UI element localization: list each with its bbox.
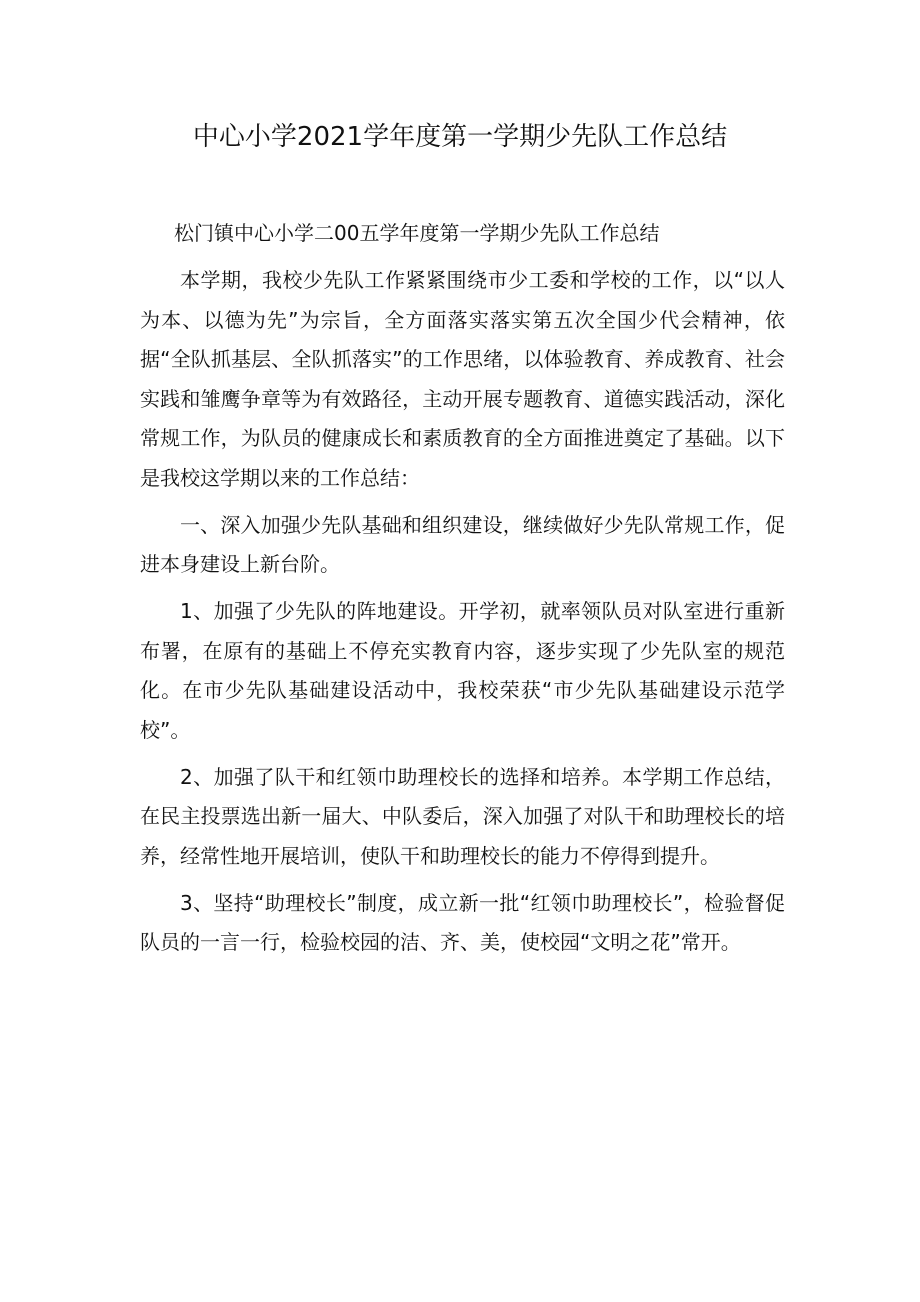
paragraph-section-1-heading: 一、深入加强少先队基础和组织建设，继续做好少先队常规工作，促进本身建设上新台阶。 bbox=[140, 512, 785, 576]
paragraph-item-1: 1、加强了少先队的阵地建设。开学初，就率领队员对队室进行重新布署，在原有的基础上不停充实教育内容，逐步实现了少先队室的规范化。在市少先队基础建设活动中，我校荣获“市少先队基础建设示范学校”。 bbox=[140, 599, 785, 742]
document-body bbox=[140, 214, 785, 970]
document-title: 中心小学2021学年度第一学期少先队工作总结 bbox=[192, 122, 728, 152]
paragraph-intro: 本学期，我校少先队工作紧紧围绕市少工委和学校的工作，以“以人为本、以德为先”为宗旨，全方面落实落实第五次全国少代会精神，依据“全队抓基层、全队抓落实”的工作思绪，以体验教育、养成教育、社会实践和雏鹰争章等为有效路径，主动开展专题教育、道德实践活动，深化常规工作，为队员的健康成长和素质教育的全方面推进奠定了基础。以下是我校这学期以来的工作总结： bbox=[140, 268, 785, 490]
document-subtitle: 松门镇中心小学二00五学年度第一学期少先队工作总结 bbox=[174, 221, 660, 245]
paragraph-item-2: 2、加强了队干和红领巾助理校长的选择和培养。本学期工作总结，在民主投票选出新一届大、中队委后，深入加强了对队干和助理校长的培养，经常性地开展培训，使队干和助理校长的能力不停得到提升。 bbox=[140, 764, 785, 868]
paragraph-item-3: 3、坚持“助理校长”制度，成立新一批“红领巾助理校长”，检验督促队员的一言一行，检验校园的洁、齐、美，使校园“文明之花”常开。 bbox=[140, 890, 785, 954]
